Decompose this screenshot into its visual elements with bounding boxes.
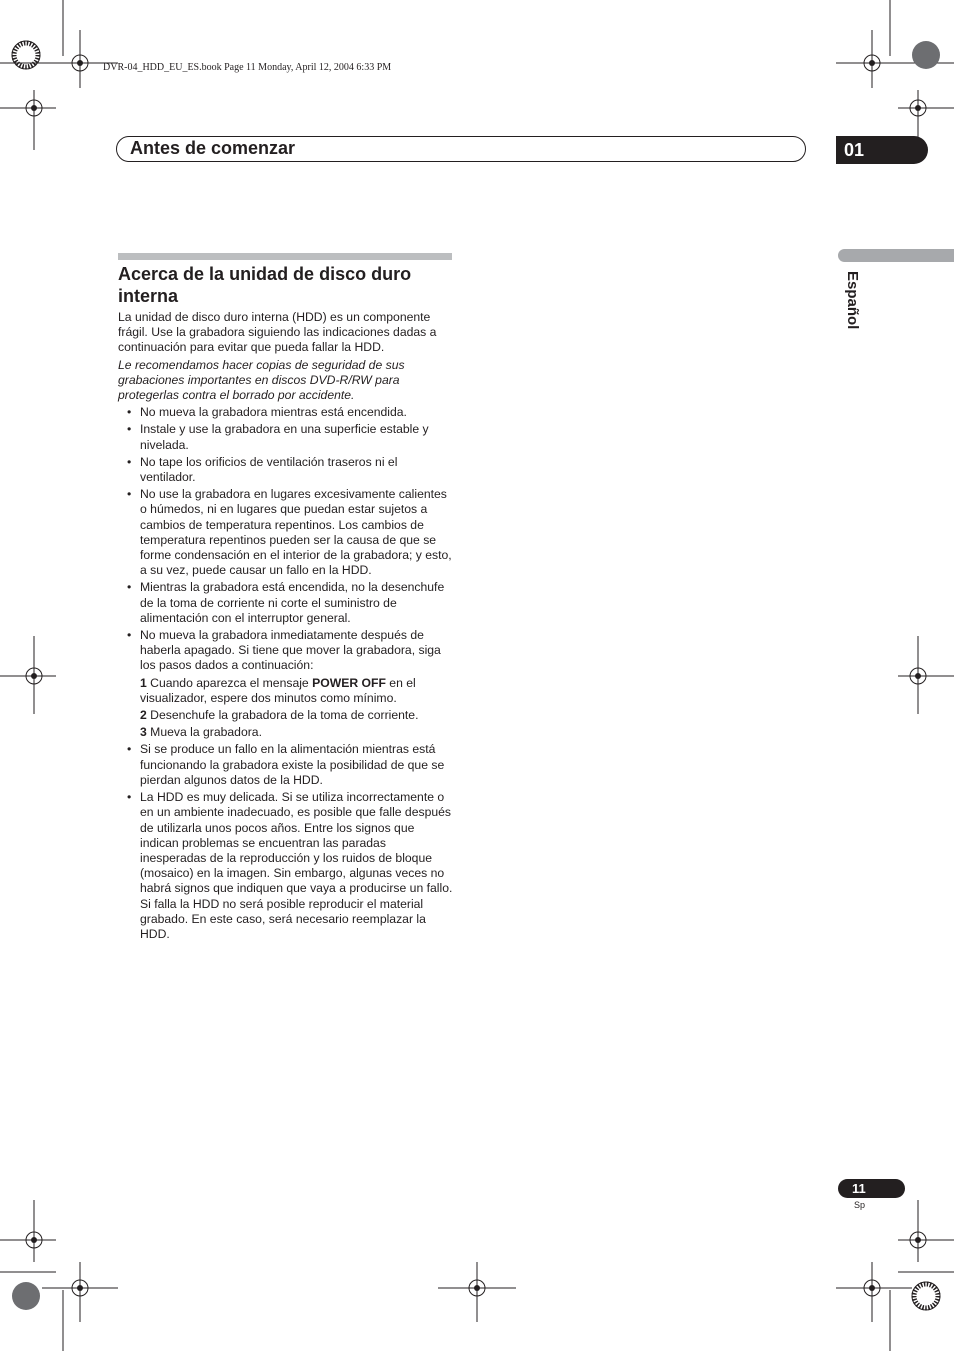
list-item: • No mueva la grabadora inmediatamente después de haberla apagado. Si tiene que mover la grabadora, siga los pasos dados a continuación: 1 Cuando aparezca el mensaje POWER OFF en el visualizador, espere dos minutos como mínimo. 2 Desenchufe la grabadora de la toma de corriente. 3 Mueva la grabadora. [118,628,454,740]
note-paragraph: Le recomendamos hacer copias de seguridad de sus grabaciones importantes en discos DVD-R/RW para protegerlas contra el borrado por accidente. [118,357,405,403]
list-item: • La HDD es muy delicada. Si se utiliza incorrectamente o en un ambiente inadecuado, es posible que falle después de utilizarla unos pocos años. Entre los signos que indican problemas se encuentran las paradas inesperadas de la reproducción y los ruidos de bloque (mosaico) en la imagen. Sin embargo, algunas veces no habrá signos que indiquen que vaya a producirse un fallo. Si falla la HDD no será posible reproducir el material grabado. En este caso, será necesario reemplazar la HDD. [127,790,453,941]
step-1: 1 Cuando aparezca el mensaje POWER OFF en el visualizador, espere dos minutos como mínimo. [140,675,416,705]
intro-paragraph: La unidad de disco duro interna (HDD) es un componente frágil. Use la grabadora siguiendo las indicaciones dadas a continuación para evitar que pueda fallar la HDD. [118,310,437,355]
section-rule [118,253,452,260]
bullet: • [127,405,132,420]
chapter-number: 01 [836,136,928,164]
chapter-title: Antes de comenzar [130,138,296,158]
bullet: • [127,454,132,469]
step-2: 2 Desenchufe la grabadora de la toma de corriente. [140,708,419,723]
list-item: • Instale y use la grabadora en una superficie estable y nivelada. [127,422,429,452]
section-heading: Acerca de la unidad de disco duro interna [118,264,412,306]
print-info: DVR-04_HDD_EU_ES.book Page 11 Monday, April 12, 2004 6:33 PM [103,62,392,73]
language-tab [838,249,954,262]
bullet: • [127,628,132,643]
page-number: 11 [838,1179,905,1198]
bullet: • [127,742,132,757]
language-label: Español [844,271,861,330]
step-3: 3 Mueva la grabadora. [140,725,262,740]
bullet: • [127,790,132,805]
precautions-list [118,405,454,942]
list-item: • No use la grabadora en lugares excesivamente calientes o húmedos, ni en lugares que puedan estar sujetos a cambios de temperatura repentinos. Los cambios de temperatura repentinos pueden ser la causa de que se forme condensación en el interior de la grabadora; y esto, a su vez, puede causar un fallo en la HDD. [127,487,452,578]
section-body [118,310,454,944]
page-language-suffix: Sp [854,1200,866,1210]
list-item: • Si se produce un fallo en la alimentación mientras está funcionando la grabadora existe la posibilidad de que se pierdan algunos datos de la HDD. [127,742,445,787]
list-item: • No tape los orificios de ventilación traseros ni el ventilador. [127,454,398,485]
list-item: • No mueva la grabadora mientras está encendida. [127,405,407,420]
bullet: • [127,580,132,595]
bullet: • [127,422,132,437]
bullet: • [127,487,132,502]
list-item: • Mientras la grabadora está encendida, no la desenchufe de la toma de corriente ni corte el suministro de alimentación con el interruptor general. [127,580,445,625]
